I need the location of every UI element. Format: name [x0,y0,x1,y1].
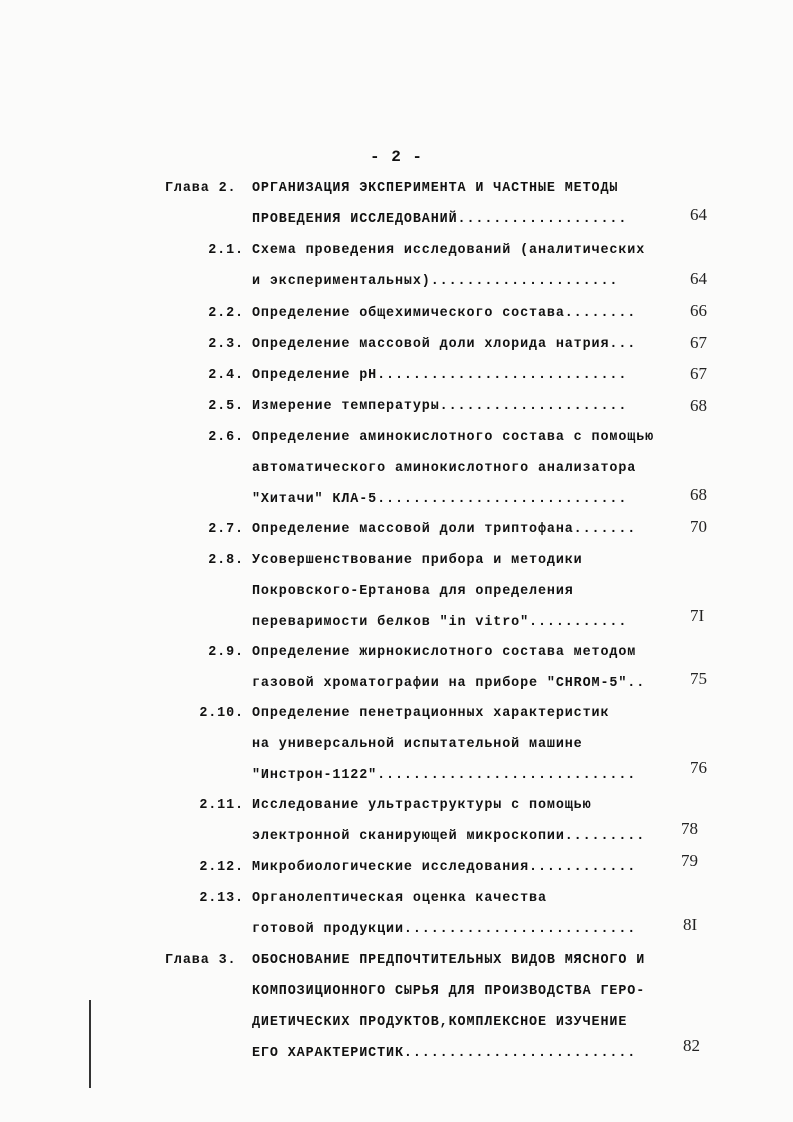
section-2-11-line-2: электронной сканирующей микроскопии......... [252,829,646,844]
section-2-3-page: 67 [690,333,707,352]
chapter-3-title-line-1: ОБОСНОВАНИЕ ПРЕДПОЧТИТЕЛЬНЫХ ВИДОВ МЯСНОГО И [252,953,646,968]
section-2-2-line-1: Определение общехимического состава........ [252,306,637,321]
section-2-10-line-2: на универсальной испытательной машине [252,737,583,752]
section-2-1-line-2: и экспериментальных)..................... [252,274,619,289]
section-2-13-page: 8I [683,915,698,934]
section-number-2-12: 2.12. [199,860,244,875]
section-2-6-page: 68 [690,485,707,504]
section-number-2-11: 2.11. [199,798,244,813]
section-2-8-line-1: Усовершенствование прибора и методики [252,553,583,568]
section-2-10-line-3: "Инстрон-1122"............................. [252,768,637,783]
section-2-8-line-3: переваримости белков "in vitro"........... [252,615,628,630]
section-2-9-line-2: газовой хроматографии на приборе "CHROM-5".. [252,676,646,691]
section-2-8-line-2: Покровского-Ертанова для определения [252,584,574,599]
section-2-5-line-1: Измерение температуры..................... [252,399,628,414]
section-2-13-line-1: Органолептическая оценка качества [252,891,547,906]
section-number-2-7: 2.7. [208,522,244,537]
chapter-2-title-line-1: ОРГАНИЗАЦИЯ ЭКСПЕРИМЕНТА И ЧАСТНЫЕ МЕТОДЫ [252,181,619,196]
section-2-1-page: 64 [690,269,707,288]
section-2-10-page: 76 [690,758,707,777]
section-2-13-line-2: готовой продукции.......................... [252,922,637,937]
section-number-2-8: 2.8. [208,553,244,568]
chapter-3-title-line-4: ЕГО ХАРАКТЕРИСТИК.......................... [252,1046,637,1061]
section-number-2-1: 2.1. [208,243,244,258]
section-number-2-13: 2.13. [199,891,244,906]
section-2-9-page: 75 [690,669,707,688]
section-2-3-line-1: Определение массовой доли хлорида натрия... [252,337,637,352]
chapter-3-title-line-2: КОМПОЗИЦИОННОГО СЫРЬЯ ДЛЯ ПРОИЗВОДСТВА ГЕРО- [252,984,646,999]
section-2-7-page: 70 [690,517,707,536]
section-2-12-line-1: Микробиологические исследования............ [252,860,637,875]
section-2-6-line-3: "Хитачи" КЛА-5............................ [252,492,628,507]
section-2-4-page: 67 [690,364,707,383]
section-2-12-page: 79 [681,851,698,870]
section-number-2-6: 2.6. [208,430,244,445]
section-2-5-page: 68 [690,396,707,415]
section-number-2-3: 2.3. [208,337,244,352]
section-2-7-line-1: Определение массовой доли триптофана....... [252,522,637,537]
chapter-2-page: 64 [690,205,707,224]
section-2-8-page: 7I [690,606,705,625]
section-number-2-5: 2.5. [208,399,244,414]
section-number-2-9: 2.9. [208,645,244,660]
section-number-2-2: 2.2. [208,306,244,321]
section-2-1-line-1: Схема проведения исследований (аналитических [252,243,646,258]
section-2-6-line-1: Определение аминокислотного состава с помощью [252,430,655,445]
section-2-10-line-1: Определение пенетрационных характеристик [252,706,610,721]
section-2-6-line-2: автоматического аминокислотного анализатора [252,461,637,476]
section-2-9-line-1: Определение жирнокислотного состава методом [252,645,637,660]
section-2-4-line-1: Определение рН............................ [252,368,628,383]
chapter-2-title-line-2: ПРОВЕДЕНИЯ ИССЛЕДОВАНИЙ................... [252,212,628,227]
section-number-2-4: 2.4. [208,368,244,383]
section-2-11-line-1: Исследование ультраструктуры с помощью [252,798,592,813]
section-number-2-10: 2.10. [199,706,244,721]
section-2-2-page: 66 [690,301,707,320]
page-number: - 2 - [369,148,423,166]
chapter-3-title-line-3: ДИЕТИЧЕСКИХ ПРОДУКТОВ,КОМПЛЕКСНОЕ ИЗУЧЕНИЕ [252,1015,628,1030]
chapter-3-label: Глава 3. [165,953,237,968]
section-2-11-page: 78 [681,819,698,838]
chapter-2-label: Глава 2. [165,181,237,196]
chapter-3-page: 82 [683,1036,700,1055]
